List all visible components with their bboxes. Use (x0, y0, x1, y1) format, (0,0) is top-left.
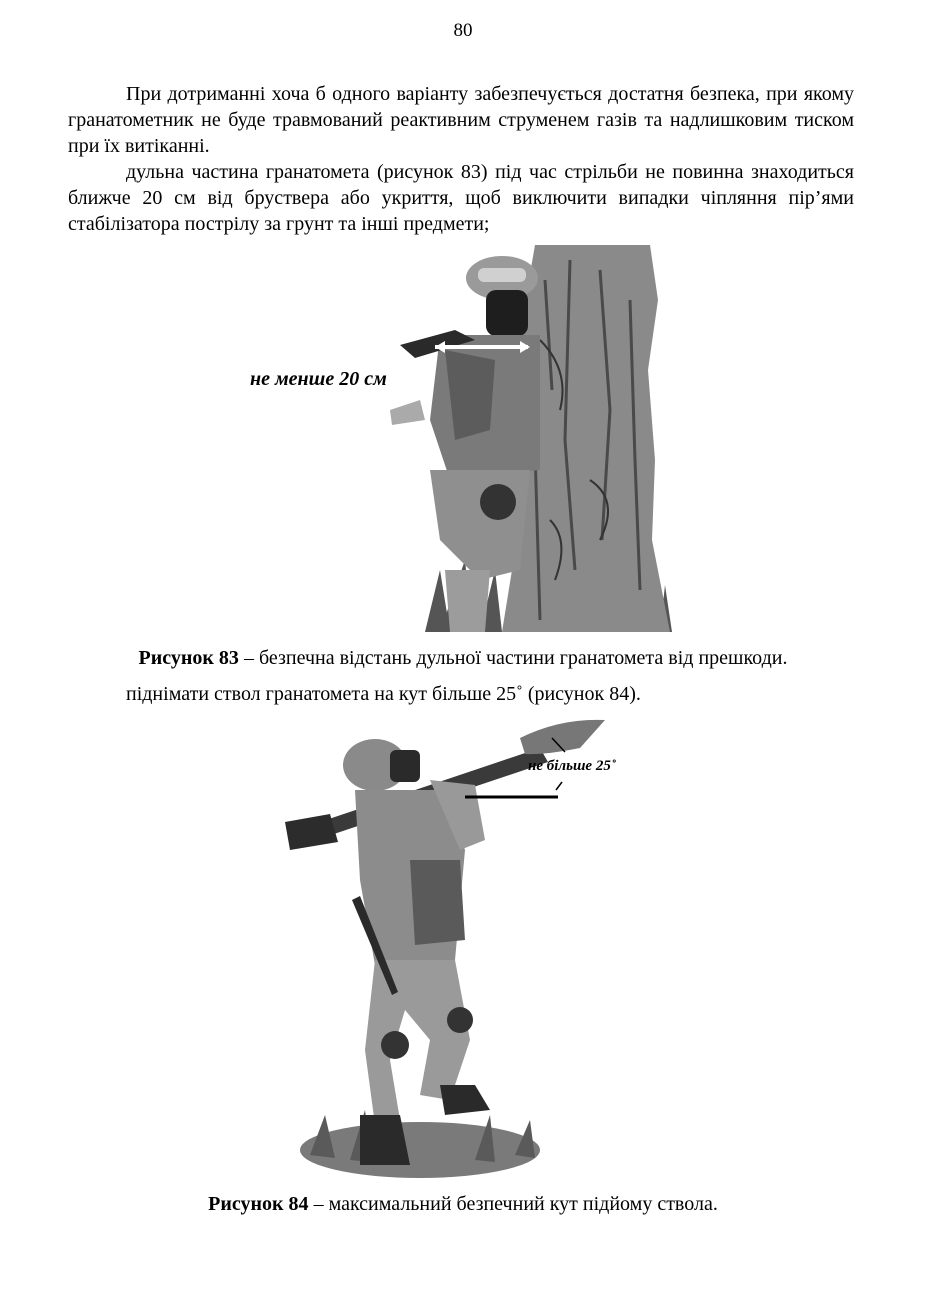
figure-84-angle-label: не більше 25˚ (528, 758, 616, 774)
figure-83-soldier-behind-tree (240, 240, 680, 632)
grass-illustration (300, 1110, 540, 1178)
figure-83-caption-text: – безпечна відстань дульної частини гранатомета від прешкоди. (238, 647, 788, 669)
figure-84-soldier-aiming (280, 710, 660, 1190)
page-number: 80 (453, 20, 473, 41)
figure-84-caption-text: – максимальний безпечний кут підйому ствола. (308, 1193, 718, 1215)
figure-83-caption (0, 645, 926, 671)
paragraph-barrel-angle: піднімати ствол гранатомета на кут більше 25˚ (рисунок 84). (126, 683, 641, 705)
soldier-illustration (343, 739, 490, 1165)
paragraph-muzzle-distance: дульна частина гранатомета (рисунок 83) під час стрільби не повинна знаходиться ближче 20 см від бруствера або укриття, щоб виключити випадки чіпляння пір’ями стабілізатора пострілу за грунт та інші предмети; (68, 161, 854, 235)
figure-83-distance-label: не менше 20 см (250, 368, 387, 390)
figure-83-caption-number: Рисунок 83 (138, 647, 239, 669)
figure-84-caption (0, 1191, 926, 1217)
figure-84-caption-number: Рисунок 84 (208, 1193, 309, 1215)
paragraph-safety-intro: При дотриманні хоча б одного варіанту забезпечується достатня безпека, при якому гранатометник не буде травмований реактивним струменем газів та надлишковим тиском при їх витіканні. (68, 83, 854, 157)
